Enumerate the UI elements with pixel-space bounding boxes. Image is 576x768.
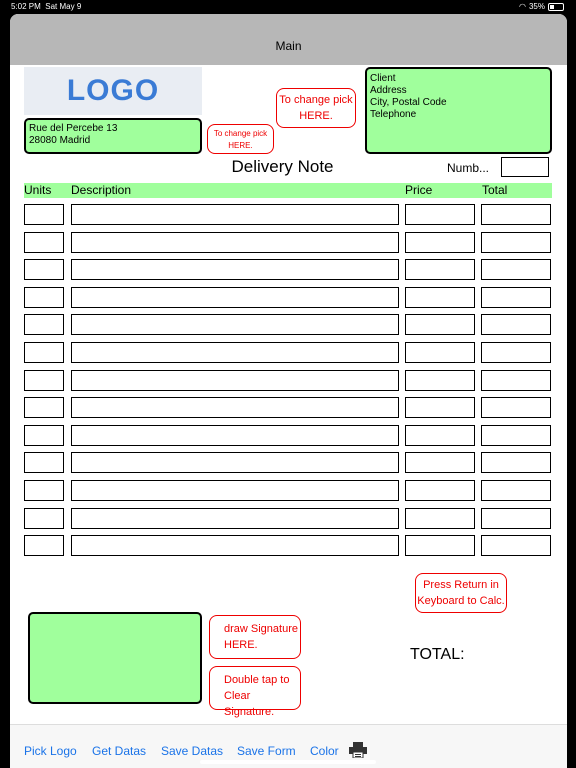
description-cell[interactable] bbox=[71, 508, 399, 529]
description-cell[interactable] bbox=[71, 232, 399, 253]
header-total: Total bbox=[482, 183, 508, 197]
get-datas-button[interactable]: Get Datas bbox=[92, 744, 147, 758]
client-line-2: Address bbox=[370, 85, 407, 96]
description-cell[interactable] bbox=[71, 204, 399, 225]
press-return-callout: Press Return in Keyboard to Calc. bbox=[415, 573, 507, 613]
price-cell[interactable] bbox=[405, 452, 475, 473]
navigation-bar bbox=[10, 14, 567, 65]
units-cell[interactable] bbox=[24, 508, 64, 529]
change-pick-callout-small: To change pick HERE. bbox=[207, 124, 274, 154]
units-cell[interactable] bbox=[24, 535, 64, 556]
units-cell[interactable] bbox=[24, 480, 64, 501]
description-cell[interactable] bbox=[71, 425, 399, 446]
client-line-3: City, Postal Code bbox=[370, 97, 447, 108]
total-cell[interactable] bbox=[481, 425, 551, 446]
total-cell[interactable] bbox=[481, 535, 551, 556]
total-label: TOTAL: bbox=[410, 646, 465, 663]
description-cell[interactable] bbox=[71, 342, 399, 363]
change-pick-callout: To change pick HERE. bbox=[276, 88, 356, 128]
total-cell[interactable] bbox=[481, 287, 551, 308]
signature-pad[interactable] bbox=[28, 612, 202, 704]
description-cell[interactable] bbox=[71, 287, 399, 308]
address-line-2: 28080 Madrid bbox=[29, 135, 91, 146]
price-cell[interactable] bbox=[405, 342, 475, 363]
status-right bbox=[519, 2, 564, 11]
description-cell[interactable] bbox=[71, 259, 399, 280]
total-cell[interactable] bbox=[481, 370, 551, 391]
number-label: Numb... bbox=[447, 161, 490, 175]
address-line-1: Rue del Percebe 13 bbox=[29, 123, 118, 134]
page-title: Main bbox=[275, 39, 302, 53]
description-cell[interactable] bbox=[71, 370, 399, 391]
home-indicator[interactable] bbox=[200, 760, 376, 764]
delivery-note-title: Delivery Note bbox=[231, 157, 334, 176]
units-cell[interactable] bbox=[24, 232, 64, 253]
battery-icon bbox=[548, 3, 564, 11]
price-cell[interactable] bbox=[405, 508, 475, 529]
description-cell[interactable] bbox=[71, 397, 399, 418]
main-sheet bbox=[10, 14, 567, 768]
total-cell[interactable] bbox=[481, 480, 551, 501]
client-line-1: Client bbox=[370, 73, 396, 84]
units-cell[interactable] bbox=[24, 342, 64, 363]
save-form-button[interactable]: Save Form bbox=[237, 744, 296, 758]
draw-signature-callout: draw Signature HERE. bbox=[209, 615, 301, 659]
total-cell[interactable] bbox=[481, 342, 551, 363]
units-cell[interactable] bbox=[24, 425, 64, 446]
units-cell[interactable] bbox=[24, 452, 64, 473]
units-cell[interactable] bbox=[24, 204, 64, 225]
total-cell[interactable] bbox=[481, 259, 551, 280]
printer-icon[interactable] bbox=[349, 742, 367, 758]
pick-logo-button[interactable]: Pick Logo bbox=[24, 744, 77, 758]
logo-image[interactable] bbox=[24, 67, 202, 115]
description-cell[interactable] bbox=[71, 535, 399, 556]
total-cell[interactable] bbox=[481, 508, 551, 529]
status-time: 5:02 PM Sat May 9 bbox=[11, 2, 82, 11]
header-price: Price bbox=[405, 183, 433, 197]
units-cell[interactable] bbox=[24, 287, 64, 308]
price-cell[interactable] bbox=[405, 259, 475, 280]
client-info-field[interactable] bbox=[365, 67, 552, 154]
price-cell[interactable] bbox=[405, 204, 475, 225]
save-datas-button[interactable]: Save Datas bbox=[161, 744, 224, 758]
total-cell[interactable] bbox=[481, 232, 551, 253]
status-bar bbox=[0, 0, 576, 14]
price-cell[interactable] bbox=[405, 480, 475, 501]
header-description: Description bbox=[71, 183, 132, 197]
units-cell[interactable] bbox=[24, 259, 64, 280]
price-cell[interactable] bbox=[405, 314, 475, 335]
units-cell[interactable] bbox=[24, 314, 64, 335]
price-cell[interactable] bbox=[405, 535, 475, 556]
price-cell[interactable] bbox=[405, 232, 475, 253]
price-cell[interactable] bbox=[405, 370, 475, 391]
company-address-field[interactable] bbox=[24, 118, 202, 154]
description-cell[interactable] bbox=[71, 314, 399, 335]
units-cell[interactable] bbox=[24, 370, 64, 391]
price-cell[interactable] bbox=[405, 287, 475, 308]
description-cell[interactable] bbox=[71, 452, 399, 473]
logo-text: LOGO bbox=[66, 74, 160, 107]
total-cell[interactable] bbox=[481, 397, 551, 418]
wifi-icon: ◠ bbox=[519, 2, 526, 11]
number-input[interactable] bbox=[501, 157, 549, 177]
client-line-4: Telephone bbox=[370, 109, 417, 120]
clear-signature-callout: Double tap to Clear Signature. bbox=[209, 666, 301, 710]
battery-percent: 35% bbox=[528, 2, 545, 11]
description-cell[interactable] bbox=[71, 480, 399, 501]
color-button[interactable]: Color bbox=[310, 744, 339, 758]
total-cell[interactable] bbox=[481, 204, 551, 225]
header-units: Units bbox=[24, 183, 52, 197]
total-cell[interactable] bbox=[481, 452, 551, 473]
price-cell[interactable] bbox=[405, 425, 475, 446]
table-header bbox=[24, 183, 552, 198]
total-cell[interactable] bbox=[481, 314, 551, 335]
price-cell[interactable] bbox=[405, 397, 475, 418]
units-cell[interactable] bbox=[24, 397, 64, 418]
